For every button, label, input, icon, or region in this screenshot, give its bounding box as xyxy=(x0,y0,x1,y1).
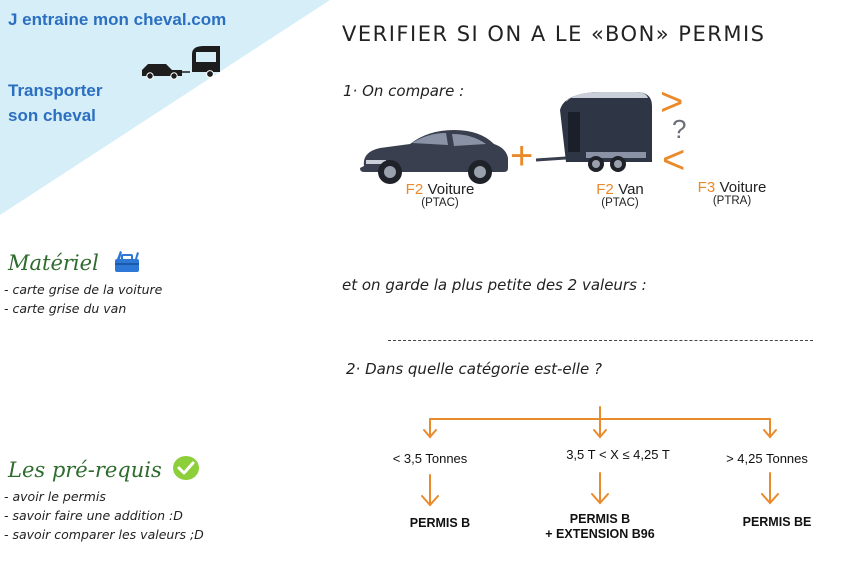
result-3-line-1: PERMIS BE xyxy=(742,515,812,529)
greater-than-sign: > xyxy=(660,80,684,124)
section-subtitle xyxy=(8,78,102,128)
category-condition-3: > 4,25 Tonnes xyxy=(726,451,808,466)
train-name: Voiture xyxy=(719,179,767,196)
materiel-heading: Matériel xyxy=(8,251,99,275)
plus-sign: + xyxy=(510,134,534,178)
prerequis-item: - savoir faire une addition :D xyxy=(4,506,204,525)
prerequis-list xyxy=(4,487,204,544)
answer-line xyxy=(388,340,813,341)
car-illustration xyxy=(360,128,510,186)
prerequis-heading: Les pré-requis xyxy=(8,458,162,482)
result-2-line-2: + EXTENSION B96 xyxy=(545,527,655,541)
step-2-label: 2· Dans quelle catégorie est-elle ? xyxy=(346,360,602,378)
van-sub: (PTAC) xyxy=(601,197,639,209)
result-2-line-1: PERMIS B xyxy=(569,512,631,526)
question-mark: ? xyxy=(672,114,687,144)
result-1 xyxy=(390,516,490,531)
train-sub: (PTRA) xyxy=(712,195,752,207)
toolbox-icon xyxy=(113,250,141,274)
car-sub: (PTAC) xyxy=(421,197,459,209)
result-3 xyxy=(727,515,827,530)
materiel-item: - carte grise du van xyxy=(4,299,162,318)
train-code: F3 xyxy=(697,179,716,196)
prerequis-item: - avoir le permis xyxy=(4,487,204,506)
van-code: F2 xyxy=(596,181,614,198)
keep-smallest-text: et on garde la plus petite des 2 valeurs : xyxy=(342,276,647,294)
materiel-list xyxy=(4,280,162,318)
van-name: Van xyxy=(618,181,644,198)
category-condition-2: 3,5 T < X ≤ 4,25 T xyxy=(566,447,670,462)
subtitle-line-2: son cheval xyxy=(8,106,96,125)
car-name: Voiture xyxy=(427,181,475,198)
less-than-sign: < xyxy=(662,138,686,182)
train-caption xyxy=(690,179,774,207)
category-condition-1: < 3,5 Tonnes xyxy=(392,451,468,466)
prerequis-item: - savoir comparer les valeurs ;D xyxy=(4,525,204,544)
step-1-label: 1· On compare : xyxy=(343,82,465,100)
page-title: VERIFIER SI ON A LE «BON» PERMIS xyxy=(342,22,766,46)
check-circle-icon xyxy=(172,455,200,481)
car-caption xyxy=(400,181,480,209)
result-1-line-1: PERMIS B xyxy=(409,516,471,530)
site-brand-name[interactable]: J entraine mon cheval.com xyxy=(8,10,227,29)
materiel-item: - carte grise de la voiture xyxy=(4,280,162,299)
horse-van-illustration xyxy=(536,88,654,180)
subtitle-line-1: Transporter xyxy=(8,81,103,100)
van-caption xyxy=(580,181,660,209)
result-2 xyxy=(530,512,670,542)
car-code: F2 xyxy=(405,181,424,198)
